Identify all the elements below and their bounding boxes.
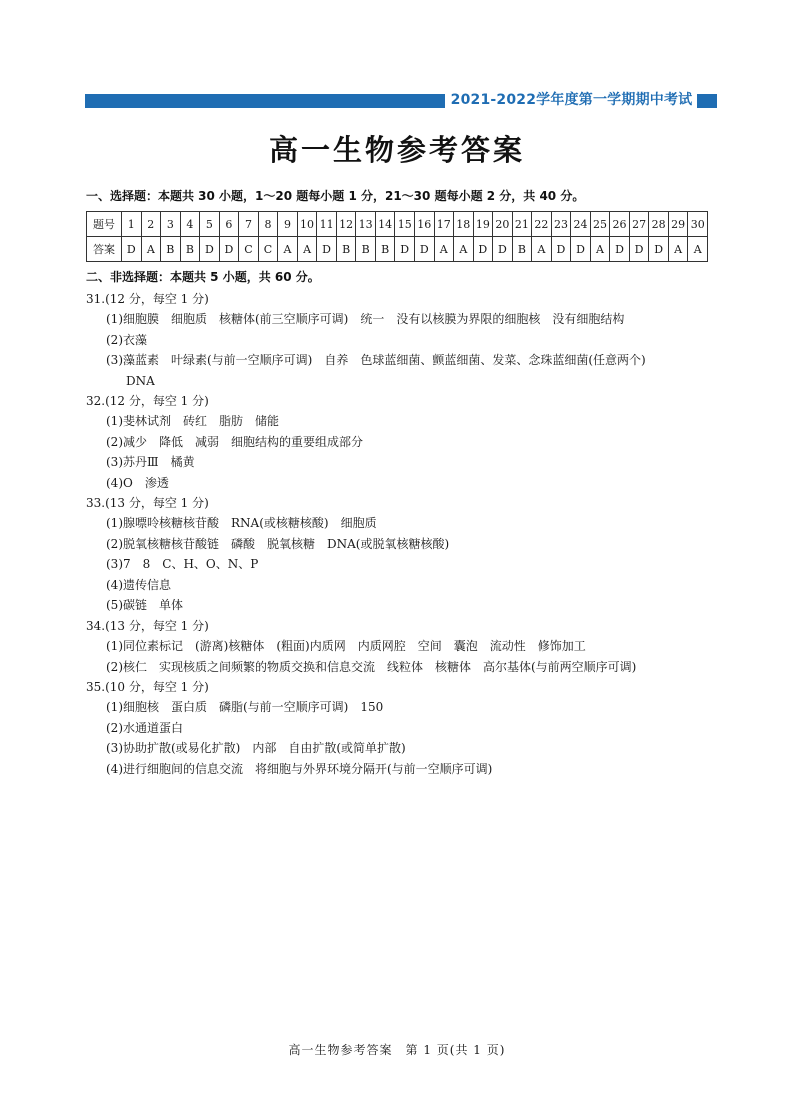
answer-cell: D — [122, 237, 142, 262]
answer-line: (1)同位素标记 (游离)核糖体 (粗面)内质网 内质网腔 空间 囊泡 流动性 修饰加工 — [106, 639, 586, 654]
question-31 — [86, 289, 716, 391]
question-number-cell: 21 — [512, 212, 532, 237]
question-number-row — [87, 212, 708, 237]
answer-line: (2)衣藻 — [106, 332, 147, 347]
question-number-cell: 23 — [551, 212, 571, 237]
question-32 — [86, 391, 716, 493]
answer-line: (2)核仁 实现核质之间频繁的物质交换和信息交流 线粒体 核糖体 高尔基体(与前两空顺序可调) — [106, 659, 637, 674]
question-number-cell: 24 — [571, 212, 591, 237]
question-34-header: 34.(13 分，每空 1 分) — [86, 619, 209, 633]
answer-line: (5)碳链 单体 — [106, 598, 183, 613]
question-35-header: 35.(10 分，每空 1 分) — [86, 680, 209, 694]
question-number-cell: 13 — [356, 212, 376, 237]
answer-cell: D — [414, 237, 434, 262]
question-number-cell: 20 — [493, 212, 513, 237]
question-number-cell: 27 — [629, 212, 649, 237]
question-number-cell: 22 — [532, 212, 552, 237]
answer-cell: D — [473, 237, 493, 262]
question-number-cell: 29 — [668, 212, 688, 237]
answer-cell: D — [649, 237, 669, 262]
answer-line: (1)细胞核 蛋白质 磷脂(与前一空顺序可调) 150 — [106, 700, 384, 715]
answer-cell: B — [161, 237, 181, 262]
question-number-cell: 1 — [122, 212, 142, 237]
question-number-cell: 28 — [649, 212, 669, 237]
question-number-cell: 19 — [473, 212, 493, 237]
answer-line: (4)进行细胞间的信息交流 将细胞与外界环境分隔开(与前一空顺序可调) — [106, 761, 493, 776]
answer-cell: D — [610, 237, 630, 262]
answer-row — [87, 237, 708, 262]
question-number-cell: 8 — [258, 212, 278, 237]
answer-cell: D — [219, 237, 239, 262]
question-number-cell: 26 — [610, 212, 630, 237]
answer-cell: A — [532, 237, 552, 262]
answer-line: (3)藻蓝素 叶绿素(与前一空顺序可调) 自养 色球蓝细菌、颤蓝细菌、发菜、念珠蓝细菌(任意两个) — [106, 353, 646, 368]
question-number-cell: 2 — [141, 212, 161, 237]
question-number-cell: 18 — [454, 212, 474, 237]
answer-cell: D — [395, 237, 415, 262]
question-number-cell: 3 — [161, 212, 181, 237]
question-34 — [86, 616, 716, 677]
answer-table — [86, 211, 708, 262]
question-31-header: 31.(12 分，每空 1 分) — [86, 292, 209, 306]
answer-cell: A — [278, 237, 298, 262]
answer-cell: D — [317, 237, 337, 262]
page-title: 高一生物参考答案 — [268, 133, 525, 167]
answer-cell: C — [258, 237, 278, 262]
question-number-cell: 11 — [317, 212, 337, 237]
question-number-cell: 14 — [375, 212, 395, 237]
question-33 — [86, 493, 716, 615]
question-number-cell: 30 — [688, 212, 708, 237]
answer-cell: D — [629, 237, 649, 262]
answer-line: (3)协助扩散(或易化扩散) 内部 自由扩散(或简单扩散) — [106, 741, 406, 756]
answer-cell: A — [590, 237, 610, 262]
question-number-cell: 9 — [278, 212, 298, 237]
answer-cell: D — [571, 237, 591, 262]
answer-line: (1)斐林试剂 砖红 脂肪 储能 — [106, 414, 279, 429]
question-number-cell: 6 — [219, 212, 239, 237]
answer-line: (1)细胞膜 细胞质 核糖体(前三空顺序可调) 统一 没有以核膜为界限的细胞核 没有细胞结构 — [106, 312, 625, 327]
answer-cell: A — [434, 237, 454, 262]
question-number-cell: 25 — [590, 212, 610, 237]
answer-line: (4)O 渗透 — [106, 475, 169, 490]
section1-heading: 一、选择题：本题共 30 小题，1～20 题每小题 1 分，21～30 题每小题 2 分，共 40 分。 — [86, 189, 585, 203]
question-number-cell: 10 — [297, 212, 317, 237]
answer-line: (4)遗传信息 — [106, 577, 171, 592]
answer-cell: A — [297, 237, 317, 262]
question-35 — [86, 677, 716, 779]
exam-title: 2021-2022学年度第一学期期中考试 — [450, 92, 693, 108]
answer-line: (2)脱氧核糖核苷酸链 磷酸 脱氧核糖 DNA(或脱氧核糖核酸) — [106, 536, 450, 551]
header-accent-bar — [85, 94, 445, 108]
row-label-answer: 答案 — [87, 237, 122, 262]
answer-cell: B — [336, 237, 356, 262]
answer-cell: B — [356, 237, 376, 262]
answer-cell: B — [375, 237, 395, 262]
question-32-header: 32.(12 分，每空 1 分) — [86, 394, 209, 408]
question-number-cell: 7 — [239, 212, 259, 237]
question-number-cell: 12 — [336, 212, 356, 237]
answer-cell: C — [239, 237, 259, 262]
header-accent-block — [697, 94, 717, 108]
answer-cell: B — [180, 237, 200, 262]
row-label-question: 题号 — [87, 212, 122, 237]
answer-cell: A — [668, 237, 688, 262]
answer-cell: D — [200, 237, 220, 262]
page-footer: 高一生物参考答案 第 1 页(共 1 页) — [288, 1043, 506, 1057]
question-number-cell: 17 — [434, 212, 454, 237]
answer-line: (2)水通道蛋白 — [106, 720, 183, 735]
answer-cell: A — [141, 237, 161, 262]
answer-cell: D — [493, 237, 513, 262]
answer-line: (1)腺嘌呤核糖核苷酸 RNA(或核糖核酸) 细胞质 — [106, 516, 377, 531]
answer-cell: B — [512, 237, 532, 262]
question-33-header: 33.(13 分，每空 1 分) — [86, 496, 209, 510]
question-number-cell: 5 — [200, 212, 220, 237]
answer-line: (3)苏丹Ⅲ 橘黄 — [106, 455, 195, 470]
question-number-cell: 15 — [395, 212, 415, 237]
answer-cell: D — [551, 237, 571, 262]
answer-cell: A — [454, 237, 474, 262]
question-number-cell: 16 — [414, 212, 434, 237]
answer-cell: A — [688, 237, 708, 262]
answer-line: (2)减少 降低 减弱 细胞结构的重要组成部分 — [106, 434, 363, 449]
answer-line-continuation: DNA — [126, 373, 155, 388]
section2-heading: 二、非选择题：本题共 5 小题，共 60 分。 — [86, 270, 320, 284]
question-number-cell: 4 — [180, 212, 200, 237]
answer-line: (3)7 8 C、H、O、N、P — [106, 557, 259, 572]
